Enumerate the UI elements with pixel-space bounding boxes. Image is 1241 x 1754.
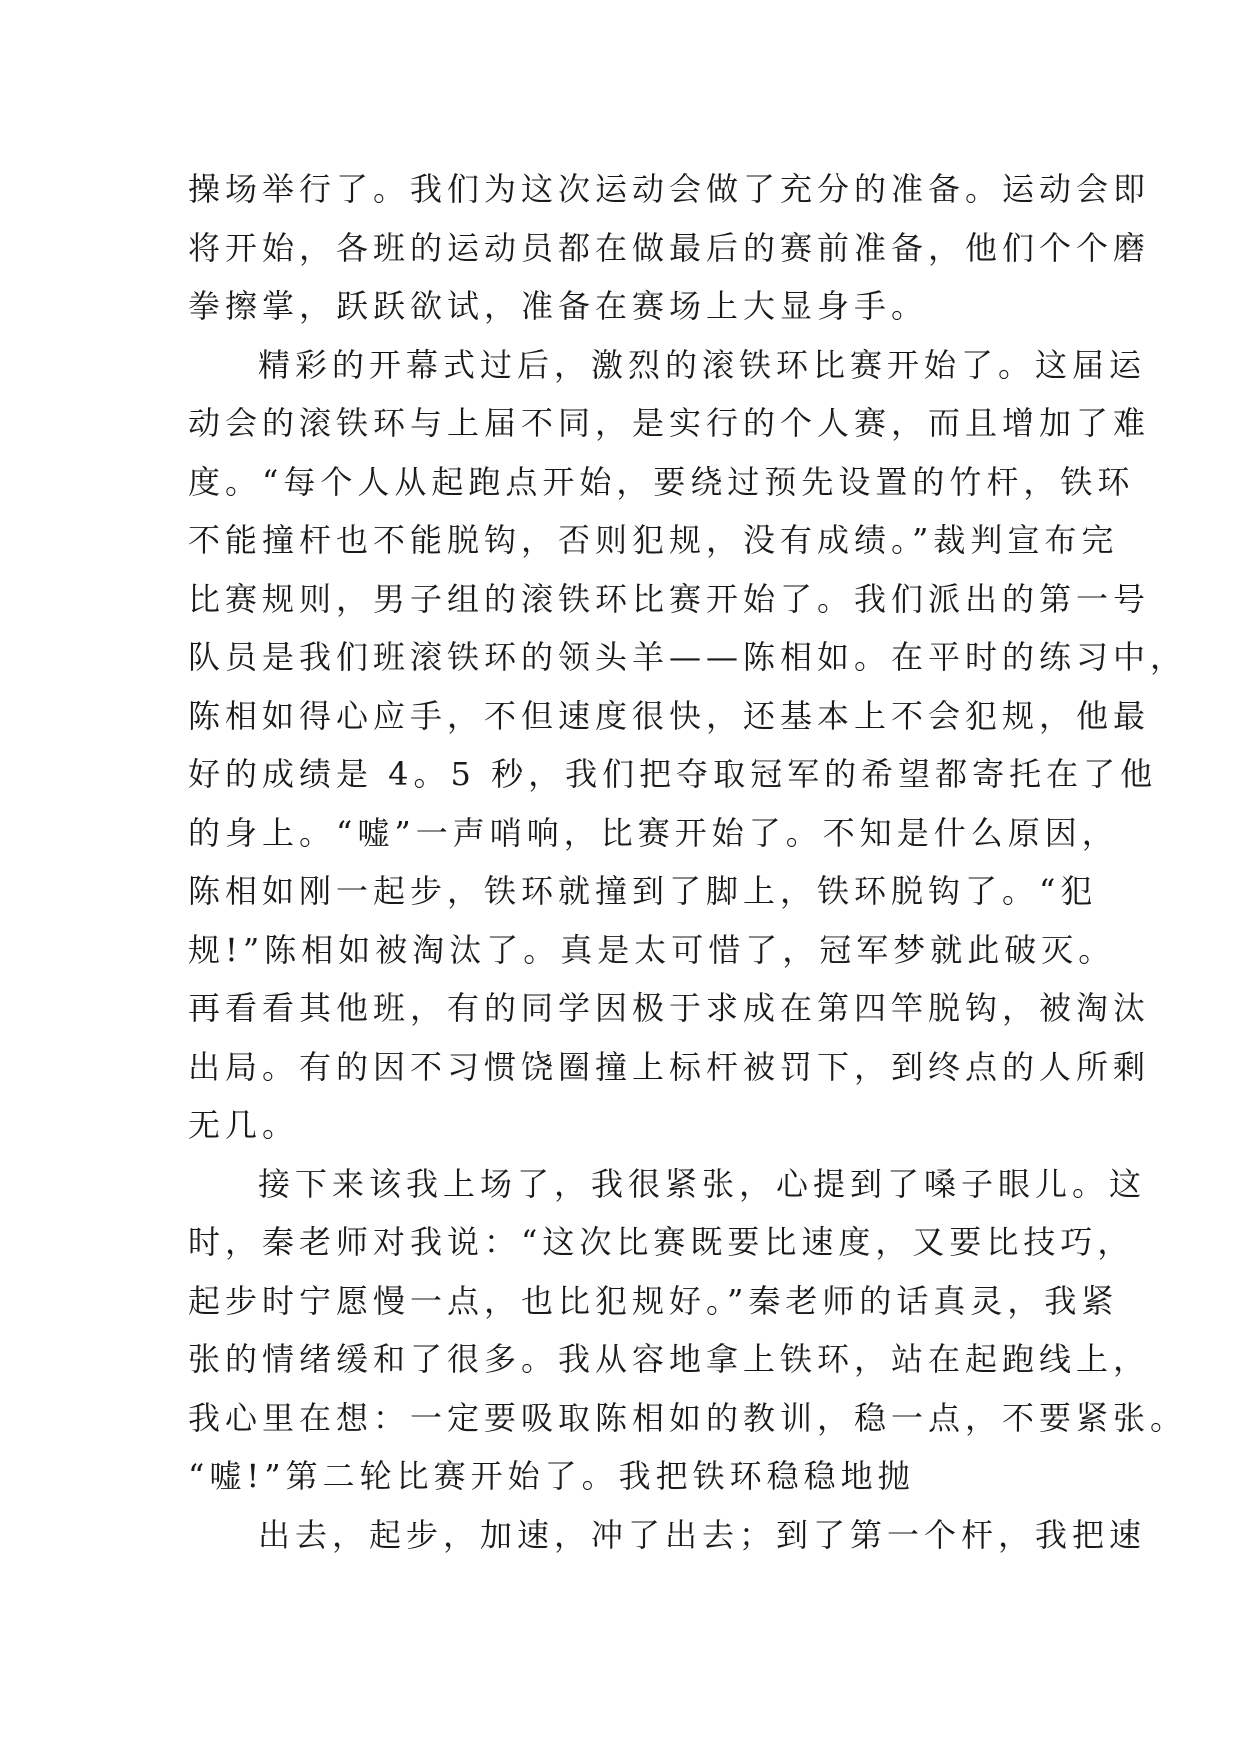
text-line: 陈相如得心应手，不但速度很快，还基本上不会犯规，他最	[188, 696, 1151, 735]
text-line: 不能撞杆也不能脱钩，否则犯规，没有成绩。”裁判宣布完	[188, 521, 1119, 559]
text-line: 比赛规则，男子组的滚铁环比赛开始了。我们派出的第一号	[188, 579, 1151, 618]
text-line: 动会的滚铁环与上届不同，是实行的个人赛，而且增加了难	[188, 404, 1151, 442]
paragraph-first-line: 接下来该我上场了，我很紧张，心提到了嗓子眼儿。这	[258, 1164, 1147, 1203]
text-line: 时，秦老师对我说：“这次比赛既要比速度，又要比技巧，	[188, 1223, 1135, 1261]
text-line: 操场举行了。我们为这次运动会做了充分的准备。运动会即	[188, 170, 1151, 208]
paragraph-first-line: 精彩的开幕式过后，激烈的滚铁环比赛开始了。这届运	[258, 345, 1147, 384]
paragraph-first-line: 出去，起步，加速，冲了出去；到了第一个杆，我把速	[258, 1515, 1147, 1554]
text-line: 张的情绪缓和了很多。我从容地拿上铁环，站在起跑线上，	[188, 1340, 1151, 1378]
text-line: 将开始，各班的运动员都在做最后的赛前准备，他们个个磨	[188, 228, 1151, 267]
text-line: 度。“每个人从起跑点开始，要绕过预先设置的竹杆，铁环	[188, 462, 1135, 501]
text-line: 队员是我们班滚铁环的领头羊——陈相如。在平时的练习中，	[188, 638, 1188, 676]
text-line: 无几。	[188, 1106, 300, 1144]
text-line: 陈相如刚一起步，铁环就撞到了脚上，铁环脱钩了。“犯	[188, 872, 1098, 910]
body-text	[188, 160, 1188, 1564]
text-line: 的身上。“嘘”一声哨响，比赛开始了。不知是什么原因，	[188, 813, 1119, 852]
text-line: 拳擦掌，跃跃欲试，准备在赛场上大显身手。	[188, 287, 929, 325]
text-line: 出局。有的因不习惯饶圈撞上标杆被罚下，到终点的人所剩	[188, 1047, 1151, 1086]
text-line: 规!”陈相如被淘汰了。真是太可惜了，冠军梦就此破灭。	[188, 930, 1116, 969]
text-line: 再看看其他班，有的同学因极于求成在第四竿脱钩，被淘汰	[188, 989, 1151, 1027]
text-line: “嘘!”第二轮比赛开始了。我把铁环稳稳地抛	[188, 1457, 915, 1495]
text-line: 我心里在想：一定要吸取陈相如的教训，稳一点，不要紧张。	[188, 1398, 1188, 1437]
text-line: 起步时宁愿慢一点，也比犯规好。”秦老师的话真灵，我紧	[188, 1281, 1119, 1320]
text-line: 好的成绩是 4。5 秒，我们把夺取冠军的希望都寄托在了他	[188, 755, 1158, 793]
